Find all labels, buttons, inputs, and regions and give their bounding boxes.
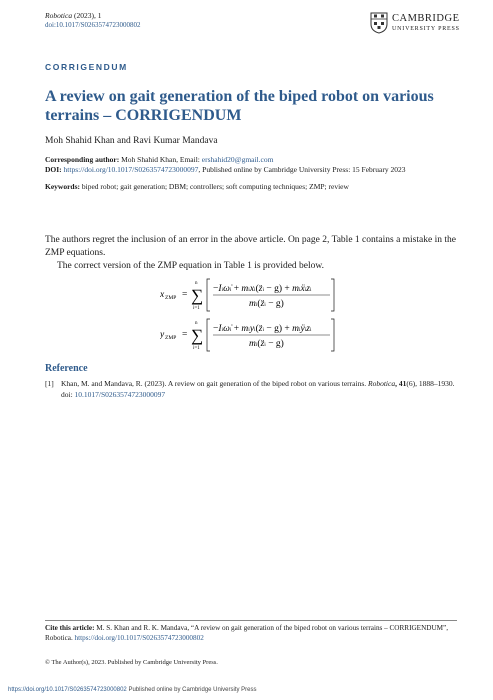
original-doi-link[interactable]: https://doi.org/10.1017/S0263574723000097 bbox=[63, 165, 199, 174]
zmp-y-equation bbox=[160, 317, 360, 356]
corresponding-label: Corresponding author: bbox=[45, 155, 120, 164]
body-paragraph: The authors regret the inclusion of an error in the above article. On page 2, Table 1 contains a mistake in the ZMP equations. bbox=[45, 235, 456, 258]
svg-text:n: n bbox=[195, 281, 198, 286]
svg-text:x: x bbox=[160, 290, 165, 300]
svg-text:=: = bbox=[182, 330, 188, 340]
references-heading: Reference bbox=[45, 363, 88, 374]
copyright-notice: © The Author(s), 2023. Published by Cambridge University Press. bbox=[45, 659, 218, 666]
svg-text:ZMP: ZMP bbox=[165, 335, 177, 341]
section-label: CORRIGENDUM bbox=[45, 62, 128, 72]
reference-pages: (6), 1888–1930. doi: bbox=[61, 379, 455, 399]
reference-text: Khan, M. and Mandava, R. (2023). A review on gait generation of the biped robot on various terrains. bbox=[61, 379, 369, 388]
svg-text:−Iiω̇i + mixi(z̈i − g) + miẍiz: −Iiω̇i + mixi(z̈i − g) + miẍizi bbox=[213, 284, 312, 294]
keywords bbox=[45, 182, 349, 192]
svg-text:i=1: i=1 bbox=[193, 306, 200, 311]
cite-label: Cite this article: bbox=[45, 624, 95, 632]
zmp-x-equation bbox=[160, 277, 360, 316]
page-footer bbox=[8, 687, 257, 693]
svg-text:=: = bbox=[182, 290, 188, 300]
svg-text:ZMP: ZMP bbox=[165, 295, 177, 301]
cite-this-article bbox=[45, 623, 457, 643]
body-paragraph: The correct version of the ZMP equation in Table 1 is provided below. bbox=[57, 261, 325, 271]
publisher-logo bbox=[370, 10, 460, 50]
svg-text:i=1: i=1 bbox=[193, 346, 200, 351]
article-title: A review on gait generation of the biped robot on various terrains – CORRIGENDUM bbox=[45, 88, 434, 124]
cite-text: M. S. Khan and R. K. Mandava, “A review on gait generation of the biped robot on various terrains – CORRIGENDUM”, Robotica. bbox=[45, 624, 449, 642]
footnote-divider bbox=[45, 620, 457, 621]
reference-journal: Robotica bbox=[368, 379, 396, 388]
cambridge-shield-icon bbox=[370, 12, 388, 34]
journal-citation bbox=[45, 11, 101, 20]
email-link[interactable]: ershahid20@gmail.com bbox=[201, 155, 274, 164]
svg-text:mi(z̈i − g): mi(z̈i − g) bbox=[249, 339, 284, 349]
publication-info: , Published online by Cambridge University Press: 15 February 2023 bbox=[198, 165, 406, 174]
svg-text:y: y bbox=[160, 330, 165, 340]
article-doi[interactable]: doi:10.1017/S0263574723000802 bbox=[45, 21, 141, 29]
footer-text: Published online by Cambridge University Press bbox=[126, 687, 257, 693]
footer-doi-link[interactable]: https://doi.org/10.1017/S0263574723000802 bbox=[8, 687, 127, 693]
logo-name: CAMBRIDGE bbox=[392, 13, 460, 24]
logo-subtitle: UNIVERSITY PRESS bbox=[392, 26, 460, 32]
corresponding-author bbox=[45, 155, 273, 165]
keywords-label: Keywords: bbox=[45, 182, 80, 191]
reference-doi-link[interactable]: 10.1017/S0263574723000097 bbox=[74, 390, 166, 399]
svg-text:∑: ∑ bbox=[191, 326, 204, 345]
svg-text:mi(z̈i − g): mi(z̈i − g) bbox=[249, 299, 284, 309]
authors: Moh Shahid Khan and Ravi Kumar Mandava bbox=[45, 136, 218, 146]
doi-publication bbox=[45, 165, 406, 175]
svg-text:n: n bbox=[195, 321, 198, 326]
svg-text:∑: ∑ bbox=[191, 286, 204, 305]
keywords-text: biped robot; gait generation; DBM; controllers; soft computing techniques; ZMP; review bbox=[80, 182, 349, 191]
journal-name: Robotica bbox=[45, 11, 73, 20]
reference-volume: , 41 bbox=[395, 379, 407, 388]
corresponding-text: Moh Shahid Khan, Email: bbox=[119, 155, 202, 164]
cite-doi-link[interactable]: https://doi.org/10.1017/S0263574723000802 bbox=[74, 634, 204, 642]
journal-year-page: (2023), 1 bbox=[72, 11, 102, 20]
doi-label: DOI: bbox=[45, 165, 62, 174]
reference-number: [1] bbox=[45, 379, 54, 388]
svg-text:−Iiω̇i + miyi(z̈i − g) + miÿiz: −Iiω̇i + miyi(z̈i − g) + miÿizi bbox=[213, 324, 312, 334]
